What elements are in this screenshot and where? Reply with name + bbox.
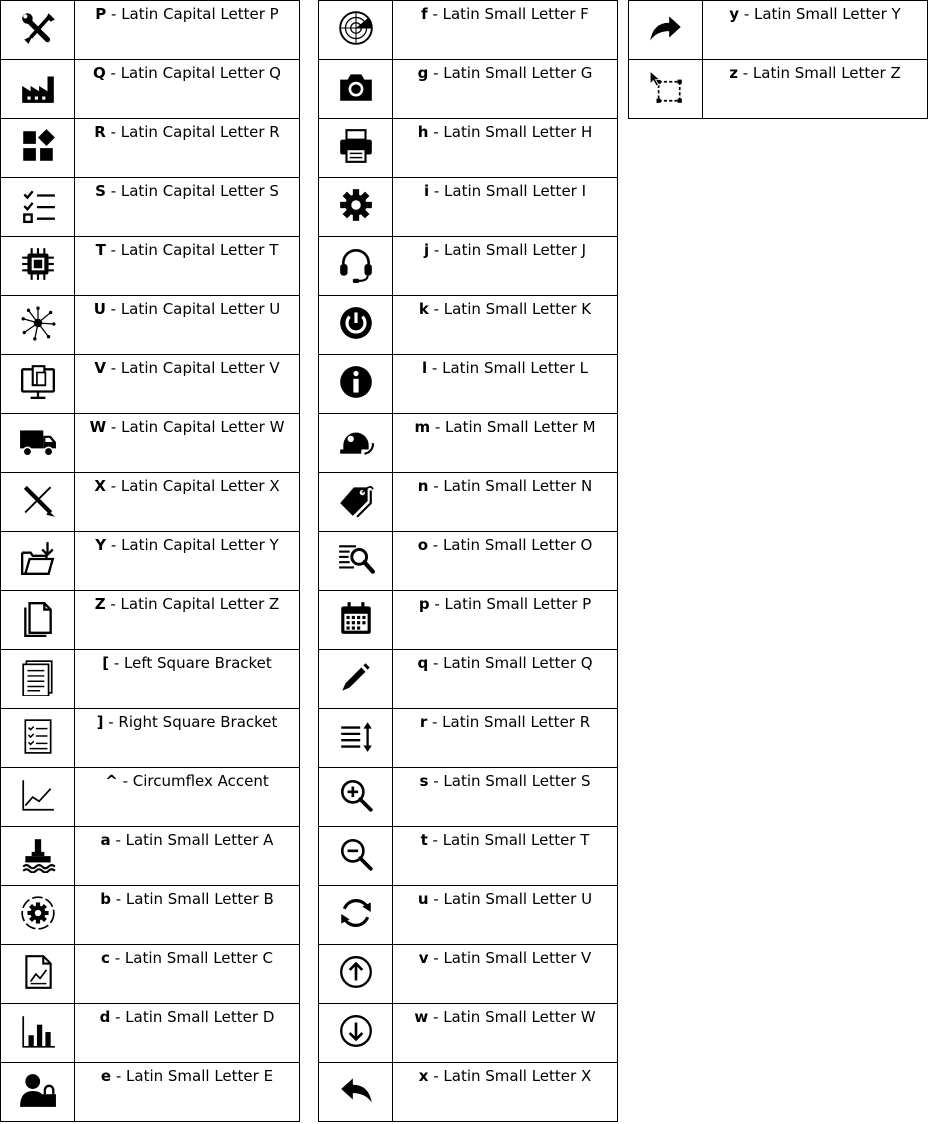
glyph-description [75, 296, 299, 354]
glyph-row [0, 944, 300, 1003]
camera-icon [337, 68, 375, 110]
glyph-label: - Latin Capital Letter W [106, 418, 285, 436]
glyph-row [318, 1003, 618, 1062]
glyph-key: T [95, 241, 106, 259]
chip-icon [19, 245, 57, 287]
truck-icon [19, 422, 57, 464]
icon-cell [319, 827, 393, 885]
glyph-row [318, 177, 618, 236]
zoom-in-icon [337, 776, 375, 818]
glyph-key: V [94, 359, 106, 377]
glyph-description [75, 886, 299, 944]
power-icon [337, 304, 375, 346]
glyph-label: - Right Square Bracket [103, 713, 278, 731]
glyph-description [75, 532, 299, 590]
glyph-row [318, 885, 618, 944]
icon-cell [1, 119, 75, 177]
glyph-label: - Latin Capital Letter R [105, 123, 280, 141]
glyph-label: - Latin Small Letter R [427, 713, 591, 731]
icon-cell [319, 709, 393, 767]
icon-cell [1, 473, 75, 531]
glyph-label: - Latin Small Letter C [109, 949, 273, 967]
glyph-row [0, 1062, 300, 1122]
glyph-key: v [418, 949, 429, 967]
glyph-label: - Latin Capital Letter Y [106, 536, 279, 554]
glyph-description [393, 768, 617, 826]
glyph-key: n [417, 477, 429, 495]
icon-cell [1, 296, 75, 354]
glyph-key: s [419, 772, 429, 790]
icon-cell [319, 650, 393, 708]
glyph-label: - Latin Small Letter I [429, 182, 587, 200]
glyph-description [75, 414, 299, 472]
glyph-row [318, 59, 618, 118]
icon-cell [1, 945, 75, 1003]
icon-cell [319, 237, 393, 295]
icon-cell [1, 532, 75, 590]
search-list-icon [337, 540, 375, 582]
glyph-label: - Latin Small Letter M [430, 418, 596, 436]
glyph-description [393, 650, 617, 708]
glyph-key: h [417, 123, 429, 141]
icon-cell [1, 1, 75, 59]
glyph-row [0, 531, 300, 590]
glyph-row [318, 944, 618, 1003]
glyph-label: - Latin Small Letter P [429, 595, 592, 613]
line-chart-icon [19, 776, 57, 818]
glyph-key: W [89, 418, 107, 436]
glyph-key: c [101, 949, 110, 967]
glyph-row [318, 708, 618, 767]
glyph-key: y [729, 5, 740, 23]
glyph-description [75, 709, 299, 767]
glyph-description [75, 119, 299, 177]
glyph-row [318, 472, 618, 531]
glyph-key: o [417, 536, 428, 554]
headset-icon [337, 245, 375, 287]
glyph-row [0, 767, 300, 826]
glyph-row [318, 354, 618, 413]
folder-download-icon [19, 540, 57, 582]
glyph-key: g [417, 64, 429, 82]
calendar-icon [337, 599, 375, 641]
glyph-description [75, 237, 299, 295]
glyph-label: - Latin Capital Letter T [105, 241, 279, 259]
glyph-label: - Latin Capital Letter P [106, 5, 279, 23]
zoom-out-icon [337, 835, 375, 877]
glyph-key: a [100, 831, 111, 849]
glyph-key: Q [92, 64, 106, 82]
glyph-description [75, 60, 299, 118]
glyph-description [393, 119, 617, 177]
icon-cell [319, 768, 393, 826]
bar-chart-icon [19, 1012, 57, 1054]
glyph-label: - Latin Small Letter A [110, 831, 274, 849]
glyph-key: k [418, 300, 429, 318]
gear-icon [337, 186, 375, 228]
glyph-description [393, 532, 617, 590]
icon-cell [319, 296, 393, 354]
glyph-row [0, 649, 300, 708]
glyph-row [0, 885, 300, 944]
icon-cell [1, 355, 75, 413]
glyph-key: j [423, 241, 430, 259]
tools-icon [19, 9, 57, 51]
glyph-label: - Latin Small Letter K [428, 300, 592, 318]
glyph-label: - Latin Small Letter Y [739, 5, 901, 23]
document-checklist-icon [19, 717, 57, 759]
glyph-description [393, 355, 617, 413]
glyph-key: i [423, 182, 430, 200]
alarm-bell-icon [337, 422, 375, 464]
glyph-label: - Latin Small Letter Z [737, 64, 901, 82]
glyph-description [75, 591, 299, 649]
glyph-key: q [417, 654, 429, 672]
icon-cell [319, 355, 393, 413]
reply-icon [337, 1071, 375, 1113]
icon-cell [319, 591, 393, 649]
glyph-row [318, 1062, 618, 1122]
glyph-key: w [414, 1008, 429, 1026]
icon-cell [319, 1063, 393, 1121]
glyph-row [0, 413, 300, 472]
glyph-key: m [414, 418, 431, 436]
refresh-icon [337, 894, 375, 936]
icon-cell [319, 178, 393, 236]
tags-icon [337, 481, 375, 523]
glyph-key: Z [94, 595, 106, 613]
checklist-icon [19, 186, 57, 228]
glyph-label: - Latin Small Letter W [428, 1008, 596, 1026]
devices-icon [19, 363, 57, 405]
glyph-key: U [93, 300, 106, 318]
icon-cell [1, 650, 75, 708]
glyph-label: - Latin Small Letter S [428, 772, 591, 790]
glyph-description [75, 1063, 299, 1121]
glyph-row [318, 767, 618, 826]
glyph-row [318, 826, 618, 885]
glyph-label: - Circumflex Accent [117, 772, 269, 790]
icon-cell [1, 60, 75, 118]
glyph-description [393, 945, 617, 1003]
glyph-description [393, 237, 617, 295]
glyph-key: p [418, 595, 430, 613]
glyph-description [393, 1004, 617, 1062]
icon-cell [629, 1, 703, 59]
glyph-row [318, 590, 618, 649]
glyph-row [318, 295, 618, 354]
glyph-row [318, 236, 618, 295]
glyph-key: S [95, 182, 106, 200]
document-list-icon [19, 658, 57, 700]
glyph-label: - Latin Small Letter X [428, 1067, 592, 1085]
icon-cell [319, 886, 393, 944]
glyph-label: - Latin Small Letter T [427, 831, 590, 849]
glyph-label: - Latin Small Letter N [428, 477, 593, 495]
glyph-key: b [100, 890, 111, 908]
oil-platform-icon [19, 835, 57, 877]
icon-cell [319, 1004, 393, 1062]
icon-cell [1, 178, 75, 236]
icon-cell [319, 1, 393, 59]
glyph-label: - Latin Small Letter V [428, 949, 592, 967]
icon-cell [1, 768, 75, 826]
info-icon [337, 363, 375, 405]
gear-circle-icon [19, 894, 57, 936]
glyph-key: t [420, 831, 428, 849]
factory-icon [19, 68, 57, 110]
glyph-description [75, 827, 299, 885]
glyph-row [318, 649, 618, 708]
glyph-row [318, 118, 618, 177]
apps-grid-icon [19, 127, 57, 169]
glyph-description [75, 473, 299, 531]
glyph-label: - Latin Small Letter G [428, 64, 593, 82]
glyph-row [628, 0, 928, 59]
glyph-label: - Latin Capital Letter S [105, 182, 279, 200]
icon-cell [1, 1063, 75, 1121]
printer-icon [337, 127, 375, 169]
glyph-row [0, 1003, 300, 1062]
glyph-row [628, 59, 928, 119]
glyph-description [393, 886, 617, 944]
glyph-label: - Latin Small Letter O [428, 536, 593, 554]
glyph-label: - Latin Capital Letter V [105, 359, 280, 377]
glyph-label: - Latin Small Letter F [427, 5, 589, 23]
glyph-description [75, 355, 299, 413]
glyph-description [703, 1, 927, 59]
glyph-description [393, 1, 617, 59]
glyph-description [75, 650, 299, 708]
glyph-label: - Latin Small Letter Q [428, 654, 593, 672]
glyph-key: e [100, 1067, 112, 1085]
glyph-key: d [99, 1008, 111, 1026]
glyph-label: - Latin Small Letter J [429, 241, 587, 259]
glyph-key: P [95, 5, 107, 23]
glyph-description [703, 60, 927, 118]
glyph-label: - Latin Small Letter H [428, 123, 593, 141]
glyph-description [75, 1004, 299, 1062]
icon-cell [1, 591, 75, 649]
icon-cell [319, 473, 393, 531]
glyph-row [0, 118, 300, 177]
glyph-description [75, 1, 299, 59]
icon-cell [319, 945, 393, 1003]
icon-cell [1, 827, 75, 885]
glyph-row [0, 354, 300, 413]
icon-cell [319, 532, 393, 590]
glyph-label: - Latin Small Letter L [427, 359, 588, 377]
glyph-key: f [421, 5, 428, 23]
glyph-label: - Left Square Bracket [109, 654, 272, 672]
glyph-key: ] [96, 713, 104, 731]
forward-icon [647, 9, 685, 51]
glyph-description [393, 709, 617, 767]
glyph-description [75, 178, 299, 236]
glyph-row [318, 0, 618, 59]
glyph-key: l [421, 359, 428, 377]
glyph-label: - Latin Small Letter E [111, 1067, 274, 1085]
glyph-row [0, 295, 300, 354]
user-lock-icon [19, 1071, 57, 1113]
glyph-label: - Latin Small Letter D [110, 1008, 275, 1026]
glyph-key: z [729, 64, 738, 82]
glyph-description [393, 60, 617, 118]
glyph-description [393, 473, 617, 531]
glyph-row [318, 531, 618, 590]
icon-cell [629, 60, 703, 118]
glyph-row [0, 0, 300, 59]
arrow-down-circle-icon [337, 1012, 375, 1054]
glyph-key: u [417, 890, 429, 908]
glyph-description [393, 414, 617, 472]
glyph-description [393, 296, 617, 354]
icon-cell [319, 119, 393, 177]
ruler-pencil-icon [19, 481, 57, 523]
select-cursor-icon [647, 68, 685, 110]
glyph-key: x [418, 1067, 429, 1085]
icon-cell [1, 414, 75, 472]
glyph-description [393, 591, 617, 649]
glyph-key: r [419, 713, 428, 731]
glyph-description [393, 827, 617, 885]
glyph-label: - Latin Capital Letter Q [105, 64, 281, 82]
glyph-label: - Latin Capital Letter X [105, 477, 280, 495]
glyph-description [75, 768, 299, 826]
glyph-label: - Latin Small Letter U [428, 890, 593, 908]
glyph-label: - Latin Capital Letter U [105, 300, 281, 318]
glyph-key: [ [102, 654, 110, 672]
glyph-row [0, 590, 300, 649]
glyph-row [0, 59, 300, 118]
glyph-key: R [94, 123, 106, 141]
glyph-row [0, 826, 300, 885]
glyph-row [318, 413, 618, 472]
icon-cell [1, 1004, 75, 1062]
arrow-up-circle-icon [337, 953, 375, 995]
pencil-icon [337, 658, 375, 700]
glyph-description [393, 178, 617, 236]
glyph-description [393, 1063, 617, 1121]
glyph-label: - Latin Small Letter B [110, 890, 274, 908]
glyph-key: Y [95, 536, 107, 554]
icon-cell [1, 237, 75, 295]
radar-icon [337, 9, 375, 51]
glyph-row [0, 236, 300, 295]
copy-pages-icon [19, 599, 57, 641]
icon-cell [319, 414, 393, 472]
glyph-key: ^ [105, 772, 118, 790]
glyph-description [75, 945, 299, 1003]
glyph-row [0, 177, 300, 236]
icon-cell [1, 709, 75, 767]
icon-cell [1, 886, 75, 944]
line-height-icon [337, 717, 375, 759]
glyph-row [0, 708, 300, 767]
glyph-key: X [94, 477, 106, 495]
network-burst-icon [19, 304, 57, 346]
report-chart-icon [19, 953, 57, 995]
glyph-label: - Latin Capital Letter Z [105, 595, 280, 613]
glyph-row [0, 472, 300, 531]
icon-cell [319, 60, 393, 118]
